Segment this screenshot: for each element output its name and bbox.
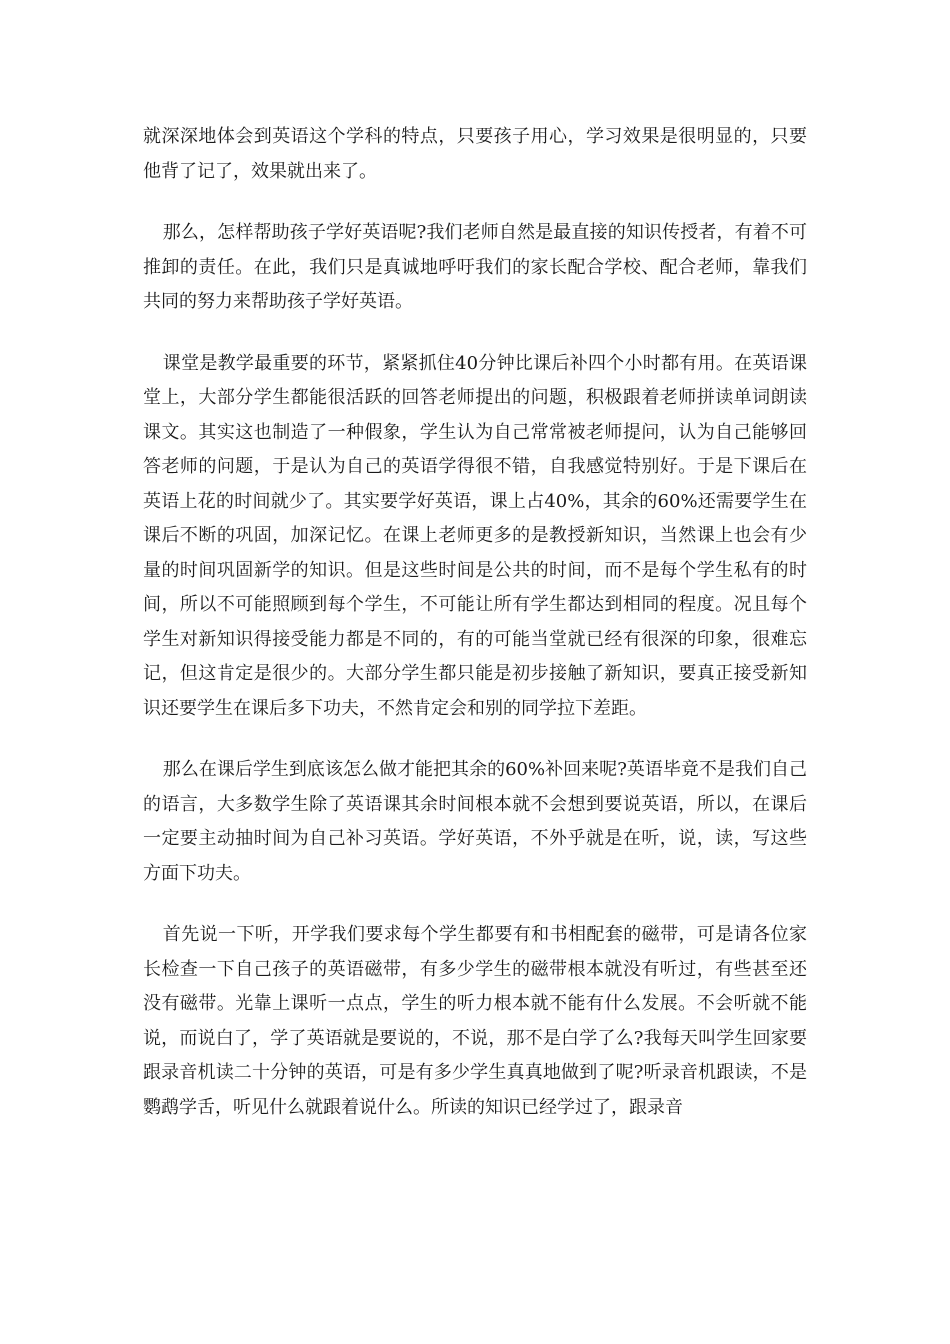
paragraph-4: 那么在课后学生到底该怎么做才能把其余的60%补回来呢?英语毕竟不是我们自己的语言，大多数学生除了英语课其余时间根本就不会想到要说英语，所以，在课后一定要主动抽时间为自己补习英语。学好英语，不外乎就是在听，说，读，写这些方面下功夫。 — [143, 759, 807, 884]
paragraph-5: 首先说一下听，开学我们要求每个学生都要有和书相配套的磁带，可是请各位家长检查一下自己孩子的英语磁带，有多少学生的磁带根本就没有听过，有些甚至还没有磁带。光靠上课听一点点，学生的听力根本就不能有什么发展。不会听就不能说，而说白了，学了英语就是要说的，不说，那不是白学了么?我每天叫学生回家要跟录音机读二十分钟的英语，可是有多少学生真真地做到了呢?听录音机跟读，不是鹦鹉学舌，听见什么就跟着说什么。所读的知识已经学过了，跟录音 — [143, 924, 807, 1118]
document-body — [143, 120, 807, 1152]
paragraph-3: 课堂是教学最重要的环节，紧紧抓住40分钟比课后补四个小时都有用。在英语课堂上，大部分学生都能很活跃的回答老师提出的问题，积极跟着老师拼读单词朗读课文。其实这也制造了一种假象，学生认为自己常常被老师提问，认为自己能够回答老师的问题，于是认为自己的英语学得很不错，自我感觉特别好。于是下课后在英语上花的时间就少了。其实要学好英语，课上占40%，其余的60%还需要学生在课后不断的巩固，加深记忆。在课上老师更多的是教授新知识，当然课上也会有少量的时间巩固新学的知识。但是这些时间是公共的时间，而不是每个学生私有的时间，所以不可能照顾到每个学生，不可能让所有学生都达到相同的程度。况且每个学生对新知识得接受能力都是不同的，有的可能当堂就已经有很深的印象，很难忘记，但这肯定是很少的。大部分学生都只能是初步接触了新知识，要真正接受新知识还要学生在课后多下功夫，不然肯定会和别的同学拉下差距。 — [143, 352, 807, 719]
paragraph-2: 那么，怎样帮助孩子学好英语呢?我们老师自然是最直接的知识传授者，有着不可推卸的责任。在此，我们只是真诚地呼吁我们的家长配合学校、配合老师，靠我们共同的努力来帮助孩子学好英语。 — [143, 222, 807, 312]
paragraph-1: 就深深地体会到英语这个学科的特点，只要孩子用心，学习效果是很明显的，只要他背了记了，效果就出来了。 — [143, 126, 807, 182]
